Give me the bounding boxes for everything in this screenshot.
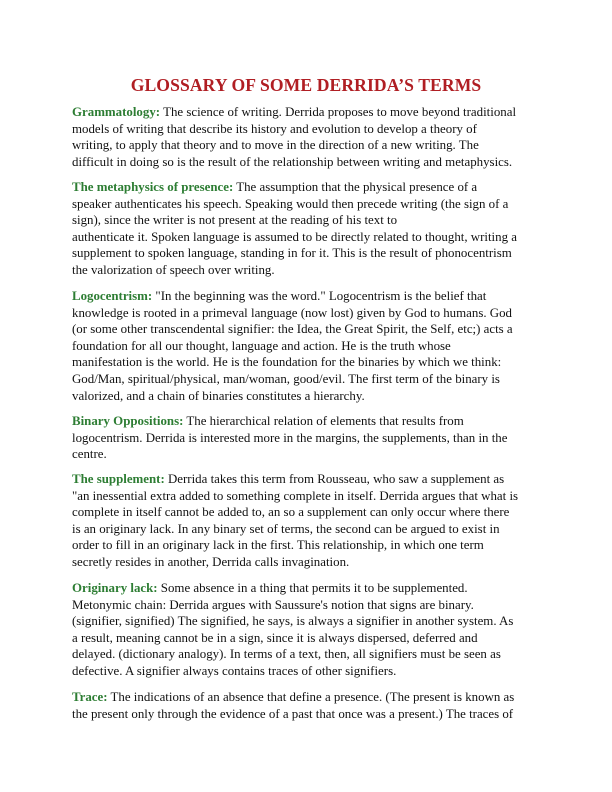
entry-line: speaker authenticates his speech. Speaking would then precede writing (the sign of a: [72, 196, 509, 211]
entry-line: [72, 413, 544, 430]
entry-line: the valorization of speech over writing.: [72, 262, 275, 277]
page-title: GLOSSARY OF SOME DERRIDA’S TERMS: [130, 75, 482, 95]
entry-line: [72, 288, 544, 305]
entry-line: complete in itself cannot be added to, an so a supplement can only occur where there: [72, 505, 510, 520]
entry-line: [72, 179, 544, 196]
entry-line: the present only through the evidence of a past that once was a present.) The traces of: [72, 706, 514, 721]
entry-line: (or some other transcendental signifier: the Idea, the Great Spirit, the Self, etc;) acts a: [72, 322, 513, 337]
glossary-entry-binary-oppositions: [72, 413, 544, 463]
entry-line: (signifier, signified) The signified, he says, is always a signifier in another system. As: [72, 614, 514, 629]
definition-text: The hierarchical relation of elements that results from: [183, 414, 464, 428]
glossary-entry-trace: [72, 689, 544, 722]
entry-line: manifestation is the world. He is the foundation for the binaries by which we think:: [72, 355, 502, 370]
entry-line: sign), since the writer is not present at the reading of his text to: [72, 213, 398, 228]
entry-line: defective. A signifier always contains traces of other signifiers.: [72, 663, 397, 678]
entry-line: order to fill in an originary lack in the first. This relationship, in which one term: [72, 538, 484, 553]
entry-line: supplement to spoken language, standing in for it. This is the result of phonocentrism: [72, 246, 512, 261]
glossary-term: Trace:: [72, 690, 108, 704]
definition-text: The assumption that the physical presence of a: [233, 180, 478, 194]
entry-line: centre.: [72, 447, 107, 462]
glossary-entry-supplement: [72, 471, 544, 571]
entry-line: logocentrism. Derrida is interested more in the margins, the supplements, than in the: [72, 430, 508, 445]
entry-line: [72, 471, 544, 488]
entry-line: Metonymic chain: Derrida argues with Saussure's notion that signs are binary.: [72, 597, 474, 612]
entry-line: is an originary lack. In any binary set of terms, the second can be argued to exist in: [72, 521, 500, 536]
entry-line: God/Man, spiritual/physical, man/woman, good/evil. The first term of the binary is: [72, 371, 500, 386]
entry-line: delayed. (dictionary analogy). In terms of a text, then, all signifiers must be seen as: [72, 647, 501, 662]
entry-line: valorized, and a chain of binaries constitutes a hierarchy.: [72, 388, 365, 403]
glossary-term: Grammatology:: [72, 105, 161, 119]
glossary-entry-grammatology: [72, 104, 544, 170]
definition-text: The indications of an absence that define a presence. (The present is known as: [107, 690, 515, 704]
entry-line: difficult in doing so is the result of the relationship between writing and metaphysics.: [72, 154, 513, 169]
entry-line: [72, 104, 544, 121]
glossary-term: Originary lack:: [72, 581, 158, 595]
definition-text: "In the beginning was the word." Logocentrism is the belief that: [152, 289, 487, 303]
glossary-term: The supplement:: [72, 472, 165, 486]
entry-line: writing, to apply that theory and to move in the direction of a new writing. The: [72, 138, 479, 153]
glossary-entry-originary-lack: [72, 580, 544, 680]
entry-line: a result, meaning cannot be in a sign, since it is always dispersed, deferred and: [72, 630, 478, 645]
entry-line: models of writing that describe its history and evolution to develop a theory of: [72, 121, 477, 136]
entry-line: [72, 580, 544, 597]
glossary-term: Binary Oppositions:: [72, 414, 184, 428]
definition-text: Derrida takes this term from Rousseau, who saw a supplement as: [164, 472, 505, 486]
entry-line: "an inessential extra added to something complete in itself. Derrida argues that what is: [72, 488, 519, 503]
definition-text: The science of writing. Derrida proposes to move beyond traditional: [160, 105, 517, 119]
glossary-term: The metaphysics of presence:: [72, 180, 234, 194]
entry-line: secretly resides in another, Derrida calls invagination.: [72, 554, 350, 569]
entry-line: knowledge is rooted in a primeval language (now lost) given by God to humans. God: [72, 305, 512, 320]
entry-line: authenticate it. Spoken language is assumed to be directly related to thought, writing a: [72, 229, 517, 244]
entry-line: foundation for all our thought, language and action. He is the truth whose: [72, 338, 451, 353]
glossary-entry-metaphysics-of-presence: [72, 179, 544, 279]
definition-text: Some absence in a thing that permits it to be supplemented.: [157, 581, 468, 595]
entry-line: [72, 689, 544, 706]
glossary-term: Logocentrism:: [72, 289, 153, 303]
glossary-entry-logocentrism: [72, 288, 544, 404]
